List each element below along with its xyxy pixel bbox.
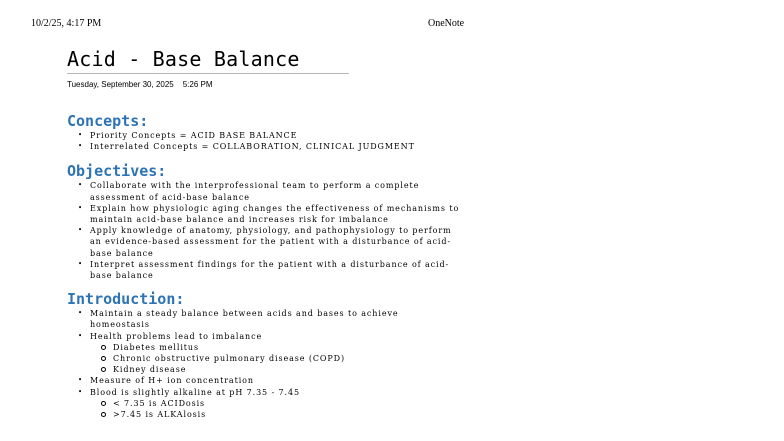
sub-list [90,342,460,376]
sub-list-item[interactable]: >7.45 is ALKAlosis [90,409,460,420]
concepts-list [67,130,487,152]
introduction-heading[interactable]: Introduction: [67,290,185,309]
list-item[interactable]: • Interrelated Concepts = COLLABORATION, CLINICAL JUDGMENT [67,141,460,152]
sub-list-item[interactable]: Kidney disease [90,364,460,375]
print-header [0,18,784,32]
list-item-text: Blood is slightly alkaline at pH 7.35 - 7.45 [90,387,300,397]
page-time: 5:26 PM [182,80,213,89]
sub-list [90,398,460,420]
list-item[interactable] [67,308,460,330]
list-item[interactable]: • Interpret assessment findings for the patient with a disturbance of acid-base balance [67,259,460,281]
introduction-list [67,308,487,420]
list-item-text: Maintain a steady balance between acids and bases to achieve homeostasis [90,309,399,330]
note-page [67,46,487,420]
print-datetime: 10/2/25, 4:17 PM [31,18,102,29]
list-item[interactable]: • Collaborate with the interprofessional team to perform a complete assessment of acid-base balance [67,180,460,202]
page-date-line [67,79,487,91]
list-item-text: Measure of H+ ion concentration [90,376,254,386]
list-item[interactable]: • Priority Concepts = ACID BASE BALANCE [67,130,460,141]
sub-list-item[interactable]: Chronic obstructive pulmonary disease (COPD) [90,353,460,364]
sub-list-item[interactable]: < 7.35 is ACIDosis [90,398,460,409]
list-item[interactable] [67,387,460,421]
list-item[interactable]: • Explain how physiologic aging changes the effectiveness of mechanisms to maintain acid-base balance and increases risk for imbalance [67,203,460,225]
objectives-list [67,180,487,281]
sub-list-item[interactable]: Diabetes mellitus [90,342,460,353]
list-item[interactable]: • Apply knowledge of anatomy, physiology, and pathophysiology to perform an evidence-based assessment for the patient with a disturbance of acid-base balance [67,225,460,259]
list-item[interactable] [67,331,460,376]
page-title[interactable]: Acid - Base Balance [67,46,349,74]
page-date: Tuesday, September 30, 2025 [67,80,174,89]
concepts-heading[interactable]: Concepts: [67,112,149,130]
print-app-name: OneNote [428,18,465,29]
objectives-heading[interactable]: Objectives: [67,162,167,181]
list-item[interactable] [67,375,460,386]
list-item-text: Health problems lead to imbalance [90,331,263,341]
